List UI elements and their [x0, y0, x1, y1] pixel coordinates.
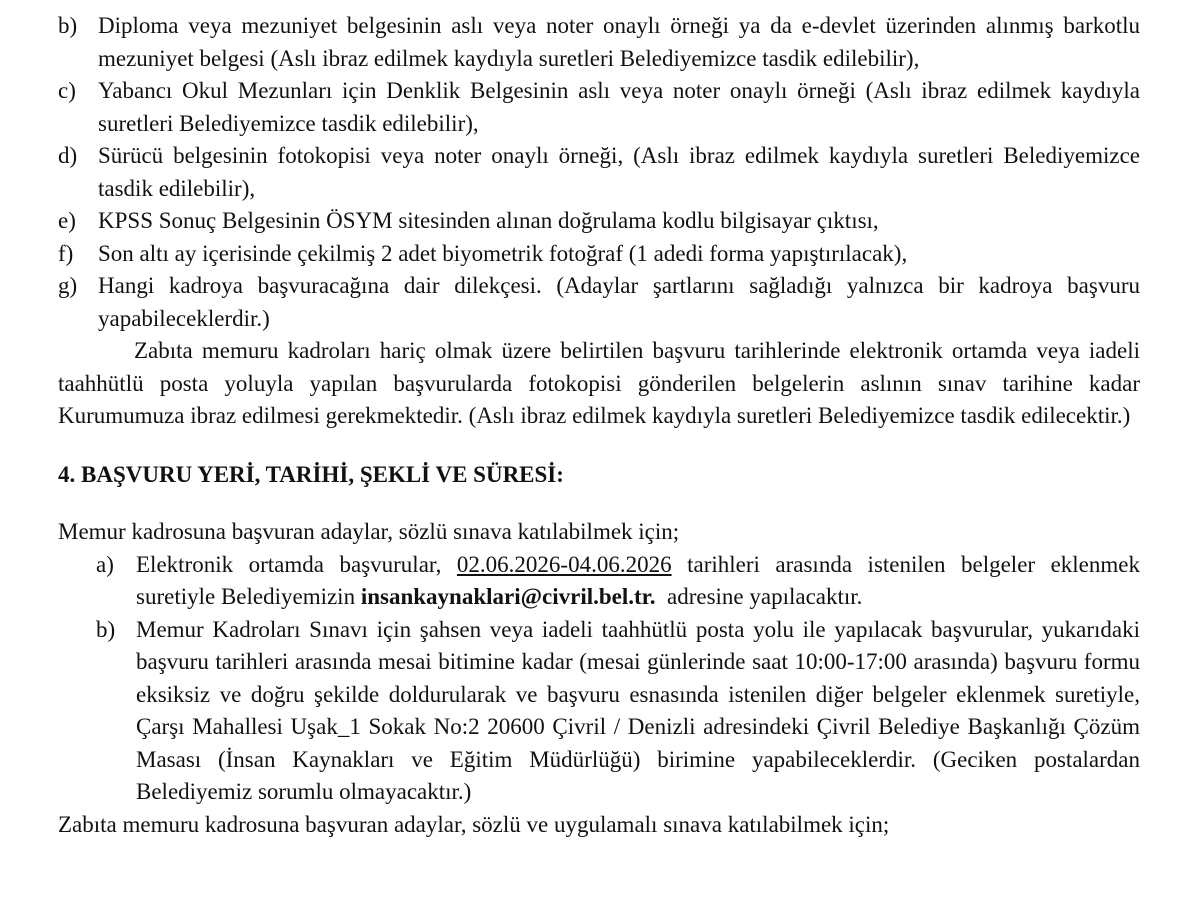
- list-item-label: c): [58, 78, 76, 103]
- text-middle: tarihleri arasında istenilen belgeler eklenmek suretiyle Belediyemizin: [136, 551, 1140, 609]
- list-item-text: [136, 549, 1140, 614]
- list-item-label: b): [58, 13, 78, 38]
- list-item-text: Diploma veya mezuniyet belgesinin aslı veya noter onaylı örneği ya da e-devlet üzerinden alınmış barkotlu mezuniyet belgesi (Aslı ibraz edilmek kaydıyla suretleri Belediyemizce tasdik edilebilir),: [98, 13, 1140, 71]
- text-after: adresine yapılacaktır.: [655, 584, 863, 609]
- list-item: [58, 10, 1140, 75]
- outro-text: Zabıta memuru kadrosuna başvuran adaylar, sözlü ve uygulamalı sınava katılabilmek için;: [58, 811, 890, 837]
- list-item-text: Yabancı Okul Mezunları için Denklik Belgesinin aslı veya noter onaylı örneği (Aslı ibraz edilmek kaydıyla suretleri Belediyemizce tasdik edilebilir),: [98, 78, 1140, 136]
- list-item-electronic: [96, 549, 1140, 614]
- body-paragraph: Zabıta memuru kadroları hariç olmak üzere belirtilen başvuru tarihlerinde elektronik ortamda veya iadeli taahhütlü posta yoluyla yapılan başvurularda fotokopisi gönderilen belgelerin aslının sınav tarihine kadar Kurumumuza ibraz edilmesi gerekmektedir. (Aslı ibraz edilmek kaydıyla suretleri Belediyemizce tasdik edilecektir.): [58, 338, 1140, 428]
- list-item-label: g): [58, 273, 78, 298]
- list-item-text: Sürücü belgesinin fotokopisi veya noter onaylı örneği, (Aslı ibraz edilmek kaydıyla suretleri Belediyemizce tasdik edilebilir),: [98, 143, 1140, 201]
- list-item-label: f): [58, 240, 74, 266]
- list-item-text: KPSS Sonuç Belgesinin ÖSYM sitesinden alınan doğrulama kodlu bilgisayar çıktısı,: [98, 208, 879, 233]
- list-item: [58, 238, 1140, 271]
- text-before: Elektronik ortamda başvurular,: [136, 551, 457, 577]
- list-item: [58, 75, 1140, 140]
- list-item-in-person: [96, 614, 1140, 809]
- list-item: [58, 140, 1140, 205]
- requirements-list: [58, 10, 1140, 335]
- list-item-label: a): [96, 551, 114, 577]
- document-page: [58, 10, 1140, 841]
- list-item-label: b): [96, 616, 116, 642]
- application-methods-list: [58, 549, 1140, 809]
- list-item-label: e): [58, 208, 76, 233]
- list-item-label: d): [58, 143, 78, 168]
- list-item-text: Memur Kadroları Sınavı için şahsen veya iadeli taahhütlü posta yolu ile yapılacak başvurular, yukarıdaki başvuru tarihleri arasında mesai bitimine kadar (mesai günlerinde saat 10:00-17:00 arasında) başvuru formu eksiksiz ve doğru şekilde doldurularak ve başvuru esnasında istenilen diğer belgeler eklenmek suretiyle, Çarşı Mahallesi Uşak_1 Sokak No:2 20600 Çivril / Denizli adresindeki Çivril Belediye Başkanlığı Çözüm Masası (İnsan Kaynakları ve Eğitim Müdürlüğü) birimine yapabileceklerdir. (Geciken postalardan Belediyemiz sorumlu olmayacaktır.): [136, 616, 1140, 804]
- list-item-text: Hangi kadroya başvuracağına dair dilekçesi. (Adaylar şartlarını sağladığı yalnızca bir kadroya başvuru yapabileceklerdir.): [98, 273, 1140, 331]
- list-item-text: Son altı ay içerisinde çekilmiş 2 adet biyometrik fotoğraf (1 adedi forma yapıştırılacak),: [98, 240, 908, 266]
- list-item: [58, 270, 1140, 335]
- intro-text: Memur kadrosuna başvuran adaylar, sözlü sınava katılabilmek için;: [58, 519, 680, 544]
- email-address: insankaynaklari@civril.bel.tr.: [360, 584, 656, 609]
- application-dates: 02.06.2026-04.06.2026: [456, 551, 672, 577]
- list-item: [58, 205, 1140, 238]
- section-heading: 4. BAŞVURU YERİ, TARİHİ, ŞEKLİ VE SÜRESİ:: [58, 461, 564, 487]
